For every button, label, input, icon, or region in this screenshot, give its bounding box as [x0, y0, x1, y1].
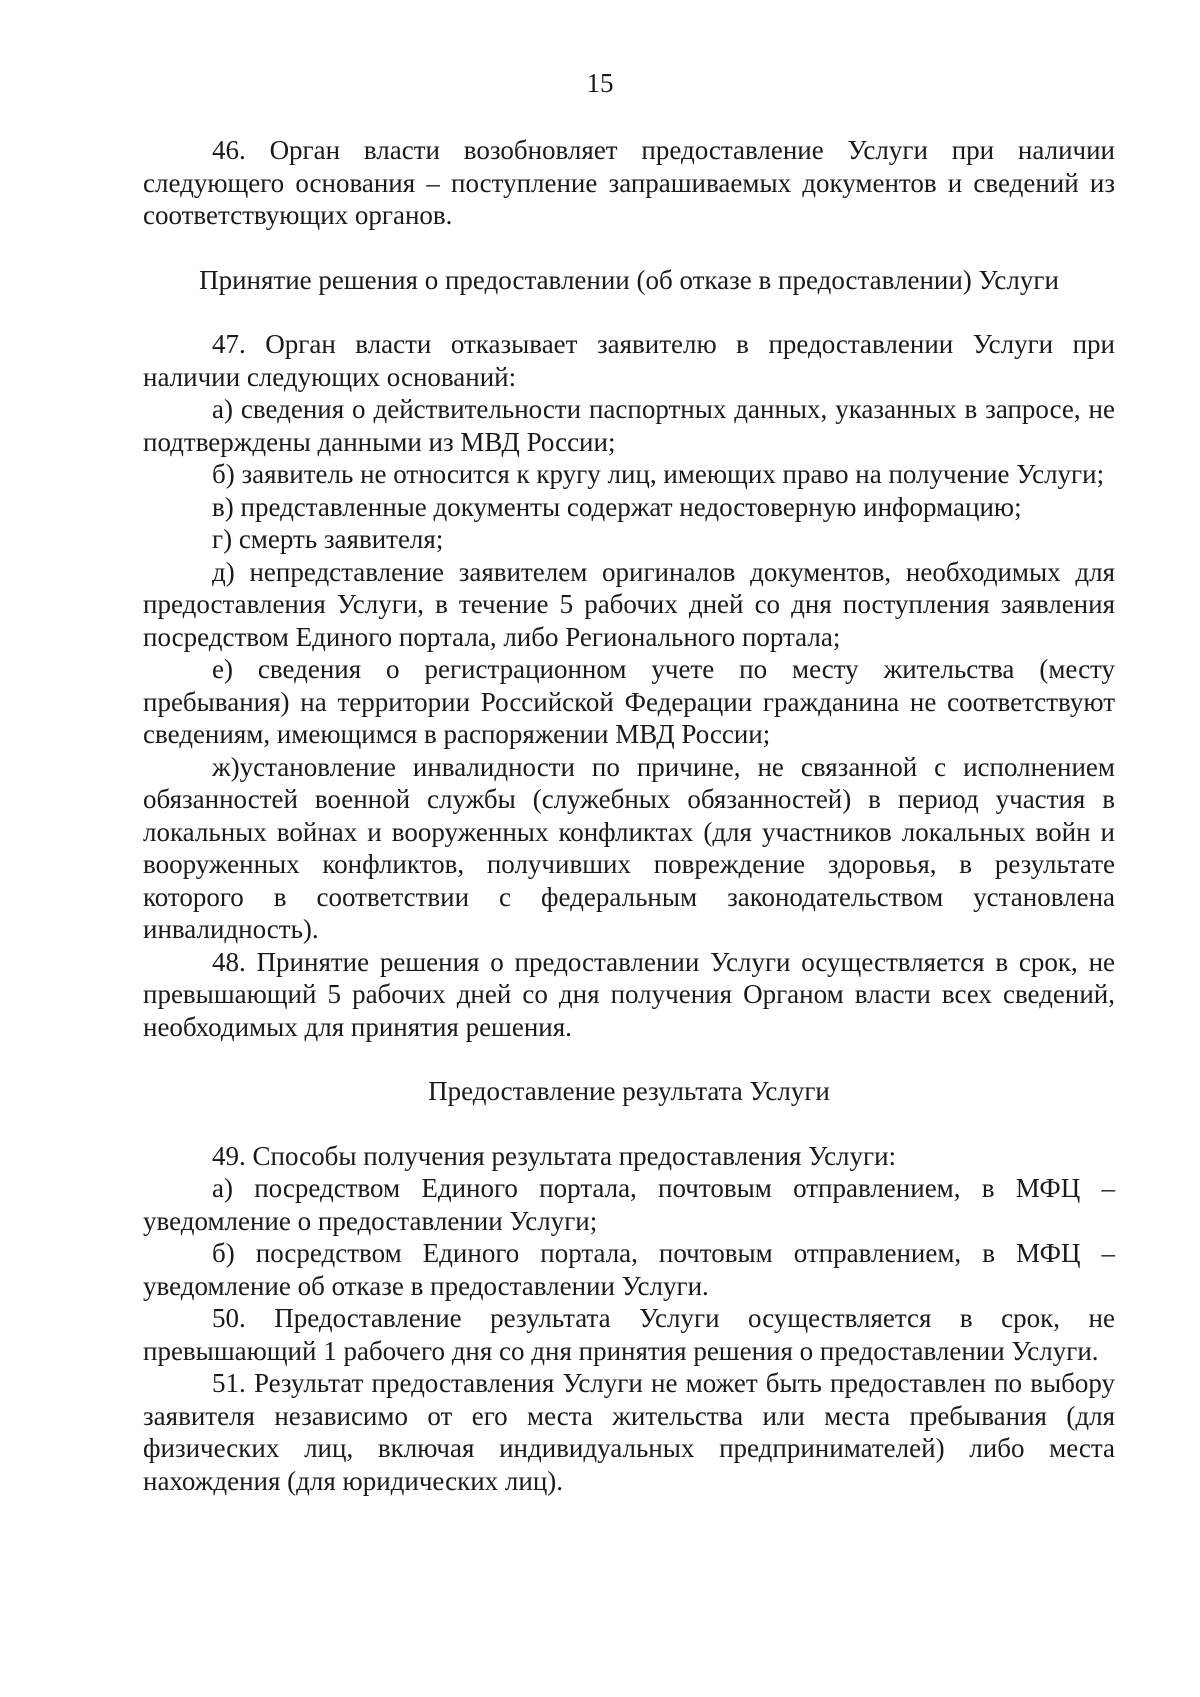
document-body [143, 134, 1115, 1497]
paragraph-51: 51. Результат предоставления Услуги не может быть предоставлен по выбору заявителя независимо от его места жительства или места пребывания (для физических лиц, включая индивидуальных предпринимателей) либо места нахождения (для юридических лиц). [143, 1368, 1115, 1496]
paragraph-47-item-b: б) заявитель не относится к кругу лиц, имеющих право на получение Услуги; [212, 459, 1105, 489]
paragraph-49: 49. Способы получения результата предоставления Услуги: [212, 1140, 897, 1171]
paragraph-47-item-zh: ж)установление инвалидности по причине, не связанной с исполнением обязанностей военной службы (служебных обязанностей) в период участия в локальных войнах и вооруженных конфликтах (для участников локальных войн и вооруженных конфликтов, получивших повреждение здоровья, в результате которого в соответствии с федеральным законодательством установлена инвалидность). [143, 751, 1115, 944]
section-heading-decision: Принятие решения о предоставлении (об отказе в предоставлении) Услуги [199, 264, 1059, 295]
paragraph-47-item-a: а) сведения о действительности паспортных данных, указанных в запросе, не подтверждены данными из МВД России; [143, 394, 1115, 457]
paragraph-49-item-a: а) посредством Единого портала, почтовым отправлением, в МФЦ – уведомление о предоставлении Услуги; [143, 1173, 1115, 1236]
section-heading-result: Предоставление результата Услуги [428, 1076, 830, 1106]
paragraph-48: 48. Принятие решения о предоставлении Услуги осуществляется в срок, не превышающий 5 рабочих дней со дня получения Органом власти всех сведений, необходимых для принятия решения. [143, 946, 1115, 1042]
paragraph-46: 46. Орган власти возобновляет предоставление Услуги при наличии следующего основания – поступление запрашиваемых документов и сведений из соответствующих органов. [143, 135, 1115, 230]
page-number: 15 [586, 68, 614, 98]
paragraph-47-item-v: в) представленные документы содержат недостоверную информацию; [212, 491, 1022, 522]
paragraph-50: 50. Предоставление результата Услуги осуществляется в срок, не превышающий 1 рабочего дня со дня принятия решения о предоставлении Услуги. [143, 1303, 1115, 1366]
paragraph-47: 47. Орган власти отказывает заявителю в предоставлении Услуги при наличии следующих оснований: [143, 329, 1115, 392]
paragraph-47-item-d: д) непредставление заявителем оригиналов документов, необходимых для предоставления Услуги, в течение 5 рабочих дней со дня поступления заявления посредством Единого портала, либо Регионального портала; [143, 556, 1115, 652]
paragraph-49-item-b: б) посредством Единого портала, почтовым отправлением, в МФЦ – уведомление об отказе в предоставлении Услуги. [143, 1238, 1115, 1301]
paragraph-47-item-e: е) сведения о регистрационном учете по месту жительства (месту пребывания) на территории Российской Федерации гражданина не соответствуют сведениям, имеющимся в распоряжении МВД России; [143, 654, 1115, 749]
paragraph-47-item-g: г) смерть заявителя; [212, 524, 444, 554]
